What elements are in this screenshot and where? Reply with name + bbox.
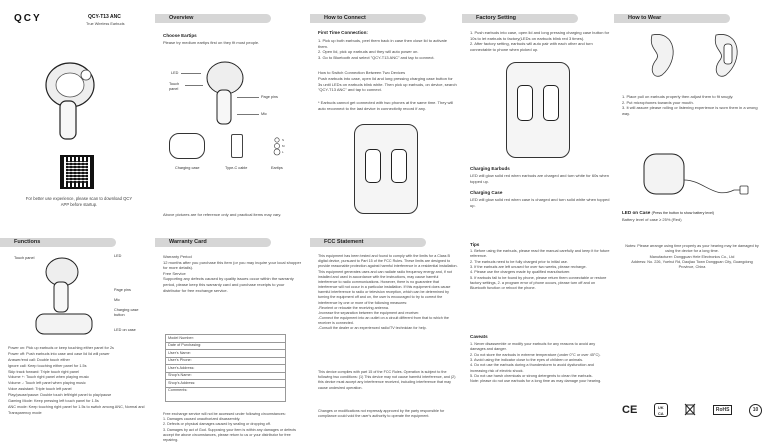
wear-steps: 1. Place pull on earbuds properly then adjust them to fit snugly. 2. Put microphones towards your mouth. 3. It will assure please rolling or listening experience is worn them in a wrong way. xyxy=(622,94,758,116)
svg-text:S: S xyxy=(282,138,285,142)
fn-label-mic: Mic xyxy=(114,298,120,302)
first-time-heading: First Time Connection: xyxy=(318,30,368,35)
ear-illustration-1 xyxy=(642,30,680,80)
fn-item: Skip track forward: Triple touch right panel xyxy=(8,369,79,374)
warranty-row[interactable]: Shop's Name: xyxy=(166,372,286,380)
model-name: QCY-T13 ANC xyxy=(88,14,121,20)
age-10-icon: 10 xyxy=(749,404,762,417)
fn-item: Power off: Push earbuds into case and case lid lid will power xyxy=(8,351,110,356)
brand-logo: QCY xyxy=(14,13,42,24)
factory-steps: 1. Push earbuds into case, open lid and long pressing charging case button for 10s to let earbuds to factory(LEDs on earbuds blink red 3 times). 2. After factory setting, earbuds will auto pair with each other and turn connectable to phone when picked up. xyxy=(470,30,610,52)
ukca-mark-icon: UK CA xyxy=(654,403,668,417)
warranty-footer: Free exchange service will not be accessed under following circumstances: 1. Damages caused unauthorized disassembly. 2. Defects or physical damages caused by sealing or dropping off. 3. Damages by act of God. Supposing your item is within any damages or defects accept the above circumstances, please return to us or your distributor for free repairing. xyxy=(163,412,297,442)
section-header-fcc: FCC Statement xyxy=(316,238,426,247)
label-page-pins: Page pins xyxy=(261,95,278,99)
ce-mark-icon: CE xyxy=(622,403,638,416)
fn-item: Play/pause/pause: Double touch left/right panel to play/pause xyxy=(8,393,112,397)
fn-item: Answer/end call: Double touch either xyxy=(8,357,70,362)
function-list xyxy=(8,346,148,417)
earbud-diagram xyxy=(195,58,255,128)
ear-illustration-2 xyxy=(706,30,744,80)
fn-item: Power on: Pick up earbuds or keep touching either panel for 2s xyxy=(8,346,114,350)
section-header-factory: Factory Setting xyxy=(468,14,578,23)
warranty-panel xyxy=(155,224,305,447)
earbud-illustration xyxy=(30,55,110,145)
section-header-functions: Functions xyxy=(6,238,116,247)
tips-text: 1. Before using the earbuds, please read the manual carefully and keep it for future reference. 2. The earbuds need to be fully charged prior to initial use. 3. If the earbuds are left unused for over two weeks, please recharge. 4. Please use the chargers made by qualified manufacturer. 5. If earbuds fail to be found by phone, please return them connectable or restore factory settings, 2. a program error of phone occurs, please turn off and on Bluetooth function or reboot the phone. xyxy=(470,249,610,291)
fn-label-case-button: Charging case button xyxy=(114,308,139,318)
choose-eartips-heading: Choose Eartips xyxy=(163,33,197,38)
overview-panel xyxy=(155,0,305,224)
connect-panel xyxy=(310,0,460,224)
fn-label-page-pins: Page pins xyxy=(114,288,131,292)
fn-item: ANC mode: Keep touching right panel for 1.5s to switch among ANC, Normal and Transparency mode xyxy=(8,404,145,415)
warranty-row[interactable]: Model Number: xyxy=(166,335,286,343)
fcc-text-2: This device complies with part 15 of the FCC Rules. Operation is subject to the following two conditions: (1) This device may not cause harmful interference, and (2) this device must accept any interference received, including interference that may cause undesired operation. xyxy=(318,370,456,390)
fn-item: Ignore call: Keep touching either panel for 1.5s xyxy=(8,363,87,368)
fn-label-led: LED xyxy=(114,254,122,258)
factory-panel xyxy=(462,0,612,224)
weee-bin-icon xyxy=(684,402,696,418)
led-on-case-heading: LED on Case (Press the button to show battery level) xyxy=(622,210,714,215)
manufacturer-panel xyxy=(614,224,768,447)
fcc-panel xyxy=(310,224,460,447)
factory-case-illustration xyxy=(506,62,570,158)
tips-heading: Tips xyxy=(470,242,480,247)
warranty-table xyxy=(165,334,286,402)
section-header-overview: Overview xyxy=(161,14,271,23)
caveats-heading: Caveats xyxy=(470,334,488,339)
cable-icon xyxy=(231,134,243,158)
fn-item: Volume -: Touch left panel when playing music xyxy=(8,381,86,386)
first-time-steps: 1. Pick up both earbuds, peel them back in case then close lid to activate them. 2. Open lid, pick up earbuds and they will auto power on. 3. Go to Bluetooth and select "QCY-T13 ANC" and tap to connect. xyxy=(318,38,447,60)
label-touch-panel: Touch panel xyxy=(169,82,180,92)
manufacturer-text: Notes: Please arrange using time properly as your hearing may be damaged by using the device for a long time. Manufacturer: Dongguan Hele Electronics Co., Ltd Address: No. 226, Yuehui Rd, Daojiao Town Dongguan City, Guangdong Province, China xyxy=(625,244,759,270)
section-header-connect: How to Connect xyxy=(316,14,426,23)
warranty-row[interactable]: Date of Purchasing: xyxy=(166,342,286,350)
certification-icons xyxy=(622,400,762,420)
overview-note: Above pictures are for reference only and practical items may vary. xyxy=(163,212,282,217)
section-header-warranty: Warranty Card xyxy=(161,238,271,247)
product-subtitle: True Wireless Earbuds xyxy=(86,22,125,26)
choose-eartips-text: Please try medium eartips first on they fit most people. xyxy=(163,40,260,45)
item-eartips: Eartips xyxy=(271,166,283,170)
label-mic: Mic xyxy=(261,112,267,116)
rohs-icon: RoHS xyxy=(713,405,733,416)
warranty-row[interactable]: User's Address: xyxy=(166,365,286,373)
fcc-text-3: Changes or modifications not expressly approved by the party responsible for compliance could void the user's authority to operate the equipment. xyxy=(318,409,445,419)
led-on-case-note: (Press the button to show battery level) xyxy=(651,211,714,215)
fn-item: Volume +: Touch right panel when playing music xyxy=(8,375,90,380)
open-case-illustration xyxy=(354,124,418,214)
warranty-row[interactable]: Shop's Address: xyxy=(166,380,286,388)
fn-item: Gaming Mode: Keep pressing left touch panel for 1.5s xyxy=(8,398,99,403)
caveats-text: 1. Never disassemble or modify your earbuds for any reasons to avoid any damages and danger. 2. Do not store the earbuds in extreme temperature (under 0°C or over 45°C). 3. Avoid using the indicator close to the eyes of children or animals. 4. Do not use the earbuds during a thunderstorm to avoid dysfunction and increasing risk of electric shock. 5. Do not use harsh chemicals or strong detergents to clean the earbuds. Note: please do not use earbuds for a long time as may damage your hearing. xyxy=(470,342,602,384)
function-diagram xyxy=(26,256,106,336)
charging-case-heading: Charging Case xyxy=(470,190,503,195)
charging-case-item xyxy=(169,133,205,159)
item-type-c-cable: Type-C cable xyxy=(225,166,248,170)
eartips-icon xyxy=(273,136,289,156)
warranty-row[interactable]: Comments: xyxy=(166,387,286,401)
warranty-intro: Warranty Period 12 months after you purchase this item (or you may inquire your local shopper for more details). Free Service Supporting any defects caused by quality issues occur within the warranty period, please keep this warranty card and purchase receipts to your distributor for free exchange service. xyxy=(163,254,302,293)
fn-label-led-on-case: LED on case xyxy=(114,328,136,332)
fn-item: Voice assistant: Triple touch left panel xyxy=(8,387,72,392)
switch-text: Push earbuds into case, open lid and long pressing charging case button for 3s until LEDs on earbuds blink white. Then pick up earbuds, on device, search "QCY-T13 ANC" and tap to connect. xyxy=(318,76,457,93)
label-led: LED xyxy=(171,71,179,75)
item-charging-case: Charging case xyxy=(175,166,200,170)
fn-label-touch-panel: Touch panel xyxy=(14,256,35,260)
functions-panel xyxy=(0,224,150,447)
tips-panel xyxy=(462,224,612,447)
charging-earbuds-heading: Charging Earbuds xyxy=(470,166,510,171)
fcc-text: This equipment has been tested and found to comply with the limits for a Class B digital device, pursuant to Part 15 of the FCC Rules. These limits are designed to provide reasonable protection against harmful interference in a residential installation. This equipment generates uses and can radiate radio frequency energy and, if not installed and used in accordance with the instructions, may cause harmful interference to radio communications. However, there is no guarantee that interference will not occur in a particular installation. If this equipment does cause harmful interference to radio or television reception, which can be determined by turning the equipment off and on, the user is encouraged to try to correct the interference by one or more of the following measures: -Reorient or relocate the receiving antenna. -Increase the separation between the equipment and receiver. -Connect the equipment into an outlet on a circuit different from that to which the receiver is connected. -Consult the dealer or an experienced radio/TV technician for help. xyxy=(318,254,458,331)
warranty-row[interactable]: User's Phone: xyxy=(166,357,286,365)
charging-earbuds-text: LED will glow solid red when earbuds are charged and turn white for 60s when topped up. xyxy=(470,173,609,184)
connect-note: * Earbuds cannot get connected with two phones at the same time. They will auto reconnect to the last device in connectivity record if any. xyxy=(318,100,454,111)
battery-level-1: Battery level of case ≥ 25% (Red) xyxy=(622,217,682,222)
qr-code[interactable] xyxy=(60,155,94,189)
svg-text:M: M xyxy=(282,144,285,148)
wear-panel xyxy=(614,0,768,224)
svg-text:L: L xyxy=(282,150,284,154)
switch-heading: How to Switch Connection Between Two Devices xyxy=(318,70,406,75)
warranty-row[interactable]: User's Name: xyxy=(166,350,286,358)
case-with-cable xyxy=(634,150,754,200)
cover-panel xyxy=(0,0,150,224)
charging-case-text: LED will glow solid red when case is charged and turn solid white when topped up. xyxy=(470,197,610,208)
app-download-note: For better use experience, please scan to download QCY APP before startup. xyxy=(25,196,133,207)
section-header-wear: How to Wear xyxy=(620,14,730,23)
